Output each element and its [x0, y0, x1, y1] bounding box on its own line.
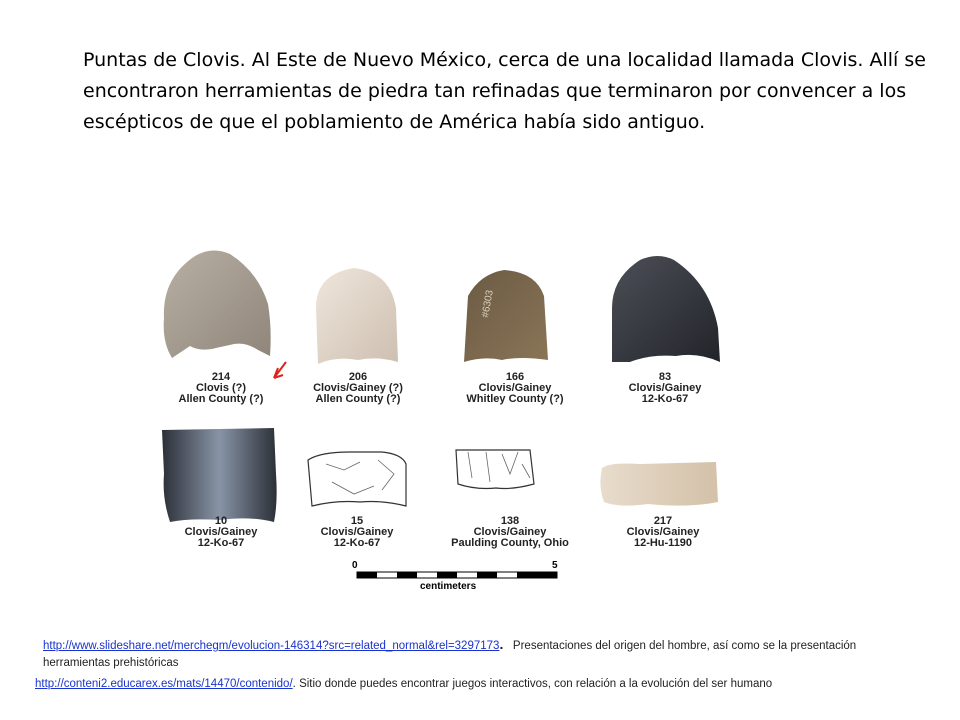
- scale-unit-label: centimeters: [420, 581, 477, 592]
- artifact-217-stone: [600, 462, 718, 506]
- artifact-caption: 10 Clovis/Gainey 12-Ko-67: [184, 515, 258, 549]
- artifact-206-stone: [316, 268, 398, 364]
- artifact-caption: 217 Clovis/Gainey 12-Hu-1190: [626, 515, 700, 549]
- artifact-caption: 138 Clovis/Gainey Paulding County, Ohio: [451, 515, 569, 549]
- slide-title: Puntas de Clovis. Al Este de Nuevo México, cerca de una localidad llamada Clovis. Allí se encontraron herramientas de piedra tan refinadas que terminaron por convencer a los escépticos de que el poblamiento de América había sido antiguo.: [83, 49, 926, 133]
- source-2: http://conteni2.educarex.es/mats/14470/contenido/. Sitio donde puedes encontrar juegos interactivos, con relación a la evolución del ser humano: [35, 678, 773, 690]
- artifact-caption: 206 Clovis/Gainey (?) Allen County (?): [313, 371, 403, 405]
- artifact-caption: 15 Clovis/Gainey 12-Ko-67: [320, 515, 394, 549]
- scale-start-label: 0: [352, 560, 358, 571]
- artifact-166-stone: [464, 270, 548, 362]
- artifact-214-stone: [164, 250, 271, 358]
- artifact-15-drawing: [308, 452, 406, 506]
- source-1: http://www.slideshare.net/merchegm/evolucion-146314?src=related_normal&rel=3297173. Presentaciones del origen del hombre, así como se la presentación herramientas prehistóricas: [43, 636, 857, 669]
- artifact-caption: 166 Clovis/Gainey Whitley County (?): [466, 371, 564, 405]
- artifact-caption: 214 Clovis (?) Allen County (?): [178, 371, 264, 405]
- source-link[interactable]: http://www.slideshare.net/merchegm/evolucion-146314?src=related_normal&rel=3297173: [43, 640, 500, 652]
- scale-end-label: 5: [552, 560, 558, 571]
- svg-text:#6303: #6303: [480, 289, 496, 319]
- source-description: Sitio donde puedes encontrar juegos interactivos, con relación a la evolución del ser humano: [299, 678, 773, 690]
- artifact-10-stone: [162, 428, 277, 522]
- source-link[interactable]: http://conteni2.educarex.es/mats/14470/contenido/: [35, 678, 293, 690]
- artifact-caption: 83 Clovis/Gainey 12-Ko-67: [628, 371, 702, 405]
- scale-bar: [357, 572, 557, 578]
- artifact-83-stone: [612, 256, 720, 362]
- artifact-138-drawing: [456, 450, 534, 489]
- source-description: Presentaciones del origen del hombre, así como se la presentación herramientas prehistóricas: [43, 640, 857, 669]
- clovis-points-figure: [150, 238, 740, 598]
